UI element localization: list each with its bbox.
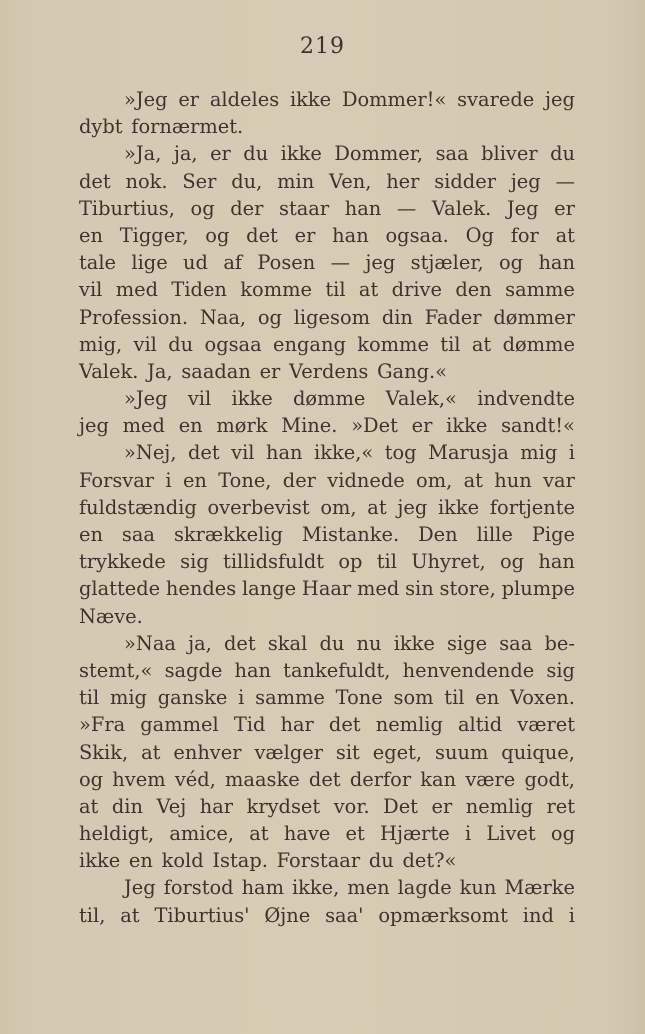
word: Mine. [281,414,338,438]
word: quique, [501,740,575,764]
word: vil [231,441,255,465]
text-line [79,195,575,222]
word: at [141,740,161,764]
word: sidder [434,169,496,193]
text-line [79,630,575,657]
word: Verdens [289,359,369,383]
word: hun [494,468,532,492]
word: har [280,713,314,737]
word: om, [416,468,453,492]
word: Forsvar [79,468,155,492]
word: dømme [502,332,575,356]
word: sig [546,658,575,682]
word: og [550,822,575,846]
word: ind [522,903,554,927]
word: at [358,278,379,302]
word: i [464,822,472,846]
word: at [471,332,492,356]
word: jeg [545,88,575,111]
word: sig [180,550,209,574]
word: han [332,223,369,247]
word: ikke [446,414,488,438]
word: nemlig [465,794,533,818]
word: altid [458,713,503,737]
word: var [543,468,575,492]
word: af [223,251,243,275]
word: du, [231,169,263,193]
word: Posen [257,251,316,275]
word: vil [133,332,157,356]
word: lagde [397,876,452,900]
word: er [431,794,453,818]
word: amice, [169,822,235,846]
word: jeg [79,414,109,438]
word: dybt [79,115,123,139]
word: ogsaa [204,332,262,356]
word: »Nej, [124,441,177,465]
word: lille [476,523,513,546]
word: at [79,794,99,818]
word: Pige [531,523,575,546]
word: Valek,« [385,387,457,411]
word: ja, [173,142,198,166]
text-line [79,603,575,630]
word: med [115,278,159,302]
word: jeg [365,251,396,275]
word: Tigger, [119,223,189,247]
word: bliver [481,142,538,166]
word: Marusja [428,441,509,465]
word: saadan [181,359,251,383]
word: have [283,822,331,846]
word: det [79,169,111,193]
text-line [79,113,575,140]
word: i [165,468,172,492]
word: i [568,903,575,927]
text-line [79,820,575,847]
word: ja, [188,631,212,655]
word: Tid [233,713,266,737]
word: Øjne [264,903,311,927]
word: det [246,223,278,247]
word: Tone, [218,468,272,492]
word: et [345,822,365,846]
word: at [249,822,269,846]
word: ham [241,876,284,900]
word: er [294,223,316,247]
word: lange [241,577,297,601]
text-line [79,168,575,195]
word: ud [183,251,208,275]
word: tog [384,441,417,465]
word: det?« [402,849,457,873]
text-line [79,467,575,494]
text-line [79,222,575,249]
word: Naa, [199,305,247,329]
word: dømme [293,387,366,411]
word: indvendte [477,387,575,411]
word: gammel [140,713,219,737]
word: »Naa [124,631,176,655]
word: Valek. [431,196,492,220]
word: ikke,« [314,441,374,465]
word: og [498,251,524,275]
word: hvem [112,767,166,791]
word: min [277,169,315,193]
word: at [463,468,483,492]
word: været [517,713,575,737]
word: jeg [397,495,428,519]
text-line [79,548,575,575]
text-line [79,684,575,711]
word: vil [79,278,103,302]
word: til [440,332,461,356]
word: det [224,631,256,655]
word: ikke [280,142,322,166]
word: du [319,631,345,655]
word: en [475,686,500,710]
word: ikke [393,631,435,655]
word: mig, [79,332,123,356]
word: overbevist [207,495,310,519]
word: stjæler, [410,251,484,275]
word: lige [131,251,168,275]
word: Dommer, [334,142,424,166]
word: »Jeg [124,387,168,411]
text-line [79,711,575,738]
word: vælger [254,740,323,764]
word: Ser [182,169,217,193]
word: sin [405,577,434,601]
word: du [550,142,575,166]
word: til [325,278,346,302]
word: sit [335,740,360,764]
word: en [79,223,103,247]
word: sandt!« [501,414,575,438]
word: tankefuldt, [283,658,391,682]
word: Profession. [79,305,189,329]
word: Skik, [79,740,129,764]
text-line [79,140,575,167]
word: krydset [246,794,321,818]
text-line [79,739,575,766]
word: være [465,767,516,791]
word: enhver [173,740,242,764]
word: saa' [325,903,364,927]
word: — [396,196,417,220]
word: sagde [164,658,223,682]
word: forstod [163,876,234,900]
word: vil [187,387,212,411]
word: ikke, [291,876,340,900]
word: for [510,223,539,247]
text-line [79,86,575,113]
word: vidnede [327,468,405,492]
word: fornærmet. [131,115,244,139]
word: Mærke [504,876,575,900]
word: Gang.« [377,359,448,383]
word: det [328,713,361,737]
word: han [344,196,382,220]
word: saa [499,631,533,655]
word: skrækkelig [173,523,283,546]
word: til [376,550,397,574]
word: Jeg [506,196,539,220]
word: nu [356,631,382,655]
word: i [568,441,575,465]
word: opmærksomt [378,903,508,927]
word: Ven, [329,169,372,193]
word: en [182,468,207,492]
text-line [79,902,575,929]
word: ganske [157,686,228,710]
word: godt, [524,767,575,791]
word: fuldstændig [79,495,197,519]
word: véd, [174,767,216,791]
word: Næve. [79,604,143,628]
word: store, [439,577,496,601]
word: kan [420,767,457,791]
word: at [367,495,387,519]
word: du [368,849,394,873]
word: kun [459,876,497,900]
text-line [79,385,575,412]
word: Tiburtius, [79,196,175,220]
word: »Ja, [124,142,162,166]
text-line [79,521,575,548]
word: Vej [156,794,187,818]
word: tale [79,251,117,275]
word: drive [391,278,442,302]
word: Ja, [147,359,173,383]
word: og [205,223,230,247]
word: »Det [351,414,398,438]
word: Hjærte [380,822,450,846]
word: ikke [437,495,480,519]
word: stemt,« [79,658,153,682]
word: din [111,794,143,818]
word: sige [447,631,488,655]
word: skal [267,631,308,655]
text-line [79,331,575,358]
word: og [190,196,215,220]
word: er [178,88,200,111]
word: Jeg [124,876,156,900]
word: »Jeg [124,88,168,111]
word: her [386,169,420,193]
word: en [128,849,153,873]
word: du [168,332,194,356]
word: »Fra [79,713,126,737]
word: Dommer!« [341,88,447,111]
word: fortjente [489,495,575,519]
word: op [338,550,363,574]
word: komme [357,332,429,356]
word: trykkede [79,550,166,574]
word: og [79,767,104,791]
page-number: 219 [300,34,345,59]
word: kold [161,849,204,873]
word: Den [418,523,458,546]
word: han [265,441,303,465]
word: det [308,767,341,791]
word: glattede [79,577,161,601]
text-line [79,793,575,820]
word: en [178,414,203,438]
word: Mistanke. [301,523,400,546]
word: Tone [335,686,383,710]
word: saa [435,142,469,166]
word: engang [273,332,346,356]
word: maaske [225,767,300,791]
word: heldigt, [79,822,155,846]
word: Det [383,794,418,818]
word: ikke [79,849,121,873]
word: tillidsfuldt [223,550,325,574]
text-line [79,874,575,901]
word: at [120,903,140,927]
word: at [555,223,575,247]
word: vor. [333,794,370,818]
word: ret [546,794,575,818]
word: din [381,305,413,329]
word: Haar [301,577,352,601]
word: har [199,794,234,818]
word: men [347,876,390,900]
word: — [555,169,575,193]
word: plumpe [501,577,575,601]
word: til [444,686,465,710]
text-line [79,276,575,303]
word: ligesom [293,305,371,329]
word: om, [320,495,357,519]
word: samme [505,278,575,302]
word: han [538,251,575,275]
word: Og [465,223,494,247]
text-line [79,657,575,684]
word: Tiden [171,278,227,302]
word: Istap. [212,849,268,873]
word: med [357,577,400,601]
word: og [500,550,525,574]
word: han [234,658,272,682]
word: Tiburtius' [154,903,250,927]
word: som [393,686,434,710]
word: mig [520,441,558,465]
text-line [79,412,575,439]
word: en [79,523,103,546]
word: derfor [349,767,412,791]
word: du [243,142,269,166]
word: Voxen. [509,686,575,710]
word: Livet [486,822,536,846]
word: svarede [457,88,535,111]
word: Fader [424,305,482,329]
word: ikke [289,88,332,111]
word: eget, [372,740,423,764]
word: den [455,278,492,302]
word: det [187,441,220,465]
word: samme [255,686,325,710]
word: be- [544,631,575,655]
word: i [238,686,245,710]
body-text [79,86,575,929]
word: staar [279,196,330,220]
text-line [79,766,575,793]
word: — [330,251,351,275]
word: saa [121,523,155,546]
word: er [554,196,575,220]
word: er [411,414,433,438]
word: han [538,550,575,574]
text-line [79,439,575,466]
word: til [79,686,100,710]
word: der [282,468,316,492]
text-line [79,847,575,874]
word: er [210,142,231,166]
word: jeg [510,169,541,193]
word: og [257,305,282,329]
word: Forstaar [276,849,361,873]
word: nemlig [375,713,443,737]
word: dømmer [493,305,575,329]
word: der [230,196,264,220]
word: er [259,359,281,383]
text-line [79,249,575,276]
word: mørk [216,414,268,438]
word: aldeles [209,88,280,111]
word: hendes [165,577,237,601]
word: mig [109,686,147,710]
word: nok. [125,169,168,193]
word: med [122,414,165,438]
word: suum [435,740,489,764]
word: henvendende [402,658,535,682]
word: Uhyret, [411,550,486,574]
text-line [79,304,575,331]
word: til, [79,903,106,927]
word: ogsaa. [385,223,449,247]
word: komme [240,278,312,302]
word: ikke [231,387,273,411]
text-line [79,575,575,602]
text-line [79,494,575,521]
text-line [79,358,575,385]
word: Valek. [79,359,139,383]
